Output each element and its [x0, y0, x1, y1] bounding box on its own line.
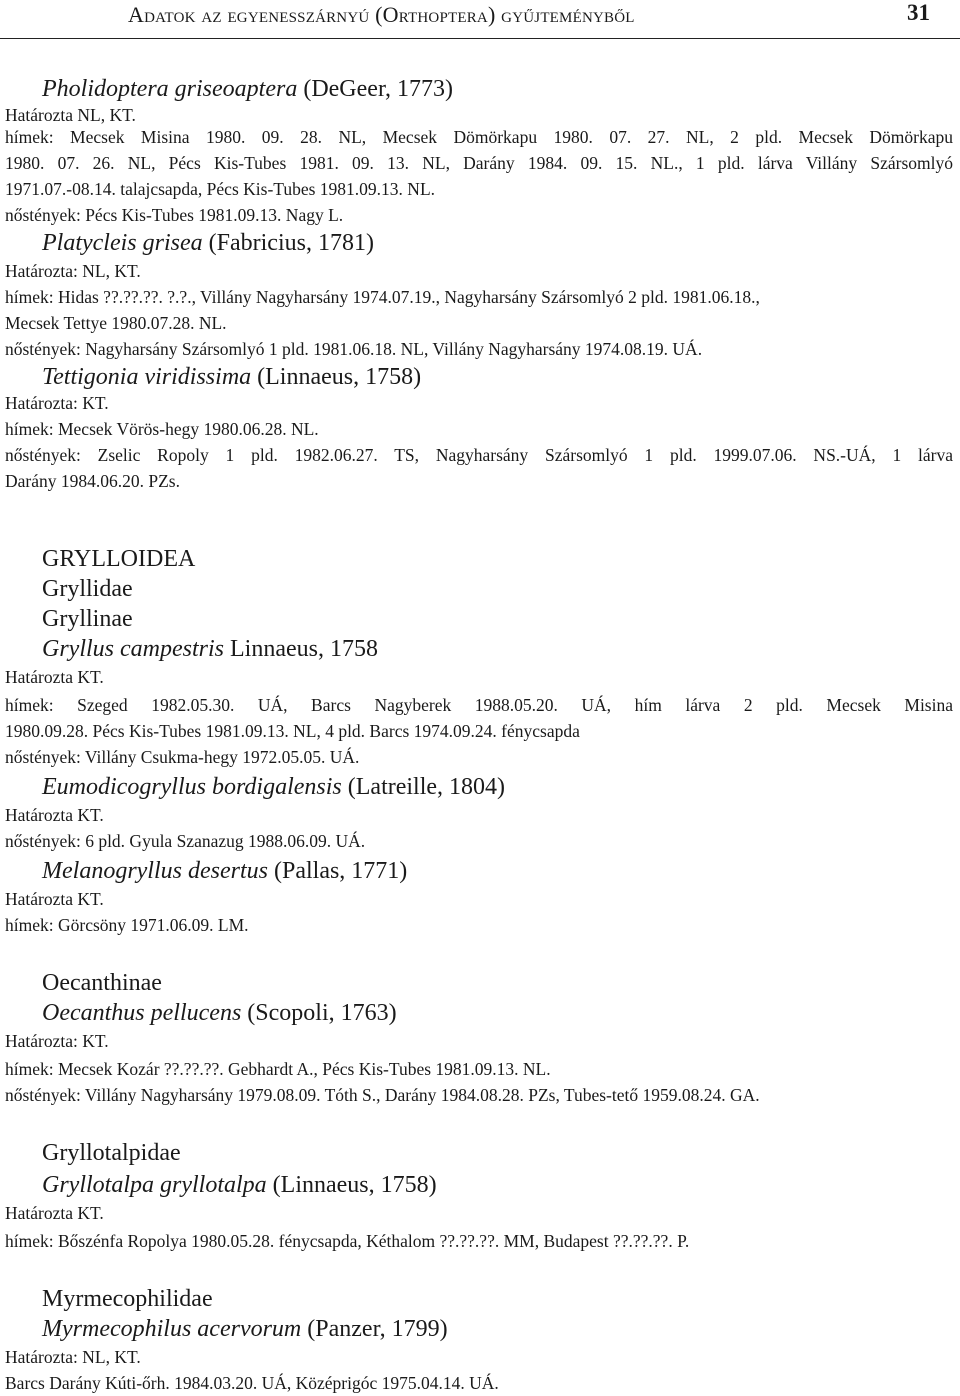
determiner-line: Határozta KT.: [5, 889, 104, 909]
record-line: nőstények: 6 pld. Gyula Szanazug 1988.06.09. UÁ.: [5, 831, 366, 851]
record-line: Darány 1984.06.20. PZs.: [5, 471, 180, 491]
record-line: Barcs Darány Kúti-őrh. 1984.03.20. UÁ, Középrigóc 1975.04.14. UÁ.: [5, 1373, 499, 1393]
species-name: Platycleis grisea: [42, 230, 203, 256]
page-number: 31: [907, 0, 930, 25]
species-name: Gryllotalpa gryllotalpa: [42, 1172, 267, 1198]
species-author: (Latreille, 1804): [341, 774, 506, 800]
species-heading: [42, 362, 421, 392]
family-heading: Myrmecophilidae: [42, 1286, 213, 1312]
record-line: hímek: Szeged 1982.05.30. UÁ, Barcs Nagyberek 1988.05.20. UÁ, hím lárva 2 pld. Mecsek Misina: [5, 695, 953, 715]
subfamily-heading: Gryllinae: [42, 606, 133, 632]
species-author: (Linnaeus, 1758): [251, 364, 422, 390]
subfamily-heading: Oecanthinae: [42, 970, 162, 996]
family-heading: Gryllidae: [42, 576, 133, 602]
determiner-line: Határozta NL, KT.: [5, 105, 136, 125]
record-line: 1980. 07. 26. NL, Pécs Kis-Tubes 1981. 09. 13. NL, Darány 1984. 09. 15. NL., 1 pld. lárva Villány Szársomlyó: [5, 153, 953, 173]
determiner-line: Határozta KT.: [5, 1203, 104, 1223]
superfamily-heading: GRYLLOIDEA: [42, 546, 196, 572]
record-line: 1971.07.-08.14. talajcsapda, Pécs Kis-Tubes 1981.09.13. NL.: [5, 179, 436, 199]
species-heading: [42, 228, 374, 258]
record-line: hímek: Hidas ??.??.??. ?.?., Villány Nagyharsány 1974.07.19., Nagyharsány Szársomlyó 2 pld. 1981.06.18.,: [5, 287, 760, 307]
species-name: Melanogryllus desertus: [42, 858, 268, 884]
record-line: nőstények: Pécs Kis-Tubes 1981.09.13. Nagy L.: [5, 205, 344, 225]
record-line: nőstények: Nagyharsány Szársomlyó 1 pld. 1981.06.18. NL, Villány Nagyharsány 1974.08.19. UÁ.: [5, 339, 703, 359]
determiner-line: Határozta: KT.: [5, 393, 109, 413]
species-name: Oecanthus pellucens: [42, 1000, 242, 1026]
species-heading: [42, 998, 397, 1028]
determiner-line: Határozta: KT.: [5, 1031, 109, 1051]
record-line: hímek: Görcsöny 1971.06.09. LM.: [5, 915, 249, 935]
species-author: (Linnaeus, 1758): [266, 1172, 437, 1198]
species-name: Eumodicogryllus bordigalensis: [42, 774, 342, 800]
species-author: (Scopoli, 1763): [241, 1000, 397, 1026]
running-header: [0, 0, 960, 40]
species-name: Gryllus campestris: [42, 636, 224, 662]
species-author: (Pallas, 1771): [267, 858, 408, 884]
record-line: nőstények: Villány Csukma-hegy 1972.05.05. UÁ.: [5, 747, 360, 767]
record-line: 1980.09.28. Pécs Kis-Tubes 1981.09.13. NL, 4 pld. Barcs 1974.09.24. fénycsapda: [5, 721, 580, 741]
record-line: nőstények: Zselic Ropoly 1 pld. 1982.06.27. TS, Nagyharsány Szársomlyó 1 pld. 1999.07.06. NS.-UÁ, 1 lárva: [5, 445, 953, 465]
determiner-line: Határozta: NL, KT.: [5, 261, 141, 281]
record-line: Mecsek Tettye 1980.07.28. NL.: [5, 313, 227, 333]
record-line: nőstények: Villány Nagyharsány 1979.08.09. Tóth S., Darány 1984.08.28. PZs, Tubes-tető 1959.08.24. GA.: [5, 1085, 760, 1105]
species-author: (Panzer, 1799): [301, 1316, 448, 1342]
species-heading: [42, 856, 407, 886]
species-author: (Fabricius, 1781): [202, 230, 374, 256]
record-line: hímek: Mecsek Vörös-hegy 1980.06.28. NL.: [5, 419, 319, 439]
species-name: Tettigonia viridissima: [42, 364, 252, 390]
species-heading: [42, 772, 505, 802]
species-author: (DeGeer, 1773): [297, 76, 453, 102]
species-author: Linnaeus, 1758: [224, 636, 378, 662]
species-name: Myrmecophilus acervorum: [42, 1316, 302, 1342]
record-line: hímek: Bőszénfa Ropolya 1980.05.28. fénycsapda, Kéthalom ??.??.??. MM, Budapest ??.??.??. P.: [5, 1231, 690, 1251]
determiner-line: Határozta KT.: [5, 805, 104, 825]
species-heading: [42, 1314, 448, 1344]
determiner-line: Határozta: NL, KT.: [5, 1347, 141, 1367]
species-name: Pholidoptera griseoaptera: [42, 76, 298, 102]
family-heading: Gryllotalpidae: [42, 1140, 181, 1166]
header-rule: [0, 38, 960, 39]
species-heading: [42, 634, 378, 664]
species-heading: [42, 74, 453, 104]
determiner-line: Határozta KT.: [5, 667, 104, 687]
record-line: hímek: Mecsek Misina 1980. 09. 28. NL, Mecsek Dömörkapu 1980. 07. 27. NL, 2 pld. Mecsek Dömörkapu: [5, 127, 953, 147]
record-line: hímek: Mecsek Kozár ??.??.??. Gebhardt A., Pécs Kis-Tubes 1981.09.13. NL.: [5, 1059, 551, 1079]
running-title: Adatok az egyenesszárnyú (Orthoptera) gyűjteményből: [128, 2, 635, 27]
species-heading: [42, 1170, 437, 1200]
